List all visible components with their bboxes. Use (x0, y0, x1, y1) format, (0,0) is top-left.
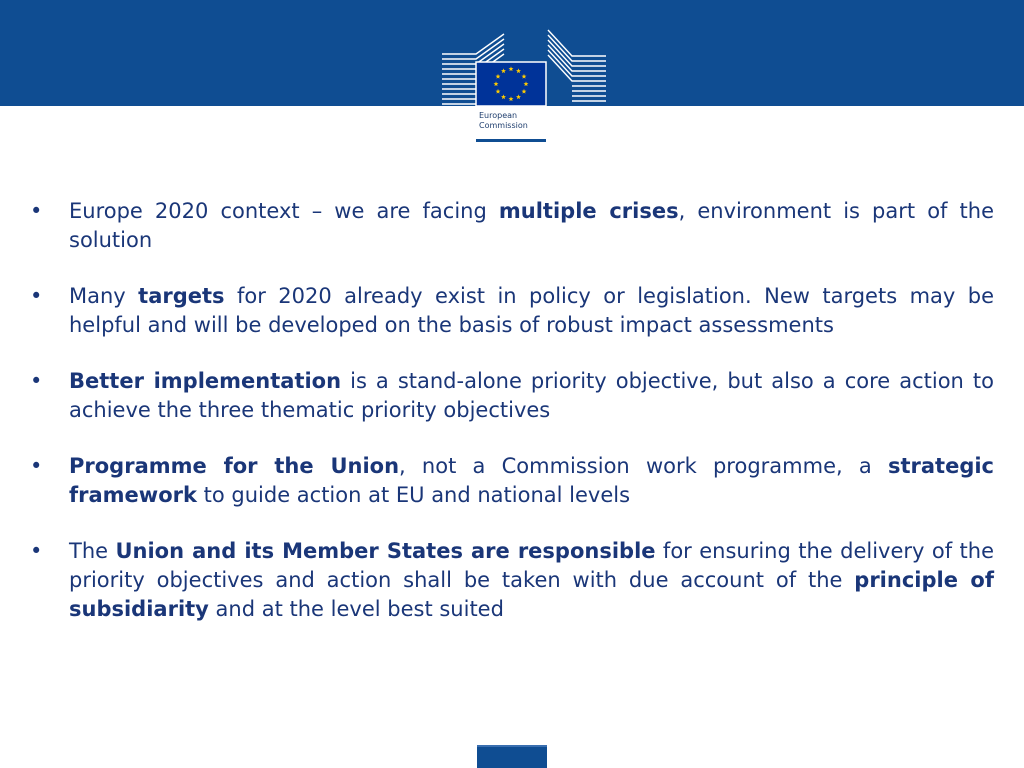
bullet-text: Europe 2020 context – we are facing multiple crises, environment is part of the solution (69, 199, 995, 252)
bullet-item (28, 537, 994, 624)
bullet-item (28, 282, 994, 340)
bullet-dot-icon: • (30, 284, 43, 308)
bullet-dot-icon: • (30, 539, 43, 563)
logo-caption-line-1: European (479, 111, 518, 120)
bullet-item (28, 367, 994, 425)
logo-caption-rule (476, 139, 546, 142)
bullet-list (28, 197, 994, 651)
bullet-item (28, 197, 994, 255)
logo-caption-line-2: Commission (479, 121, 528, 130)
logo-caption (476, 106, 546, 142)
bullet-dot-icon: • (30, 369, 43, 393)
logo-right-wing (548, 30, 606, 101)
bullet-dot-icon: • (30, 199, 43, 223)
bullet-text: Many targets for 2020 already exist in policy or legislation. New targets may be helpful and will be developed on the basis of robust impact assessments (69, 284, 995, 337)
bullet-item (28, 452, 994, 510)
footer-tab-edge (477, 745, 547, 747)
bullet-text: The Union and its Member States are responsible for ensuring the delivery of the priority objectives and action shall be taken with due account of the principle of subsidiarity and at the level best suited (69, 539, 994, 621)
bullet-text: Better implementation is a stand-alone priority objective, but also a core action to achieve the three thematic priority objectives (69, 369, 994, 422)
footer-tab (477, 745, 547, 768)
bullet-dot-icon: • (30, 454, 43, 478)
bullet-text: Programme for the Union, not a Commission work programme, a strategic framework to guide action at EU and national levels (69, 454, 994, 507)
